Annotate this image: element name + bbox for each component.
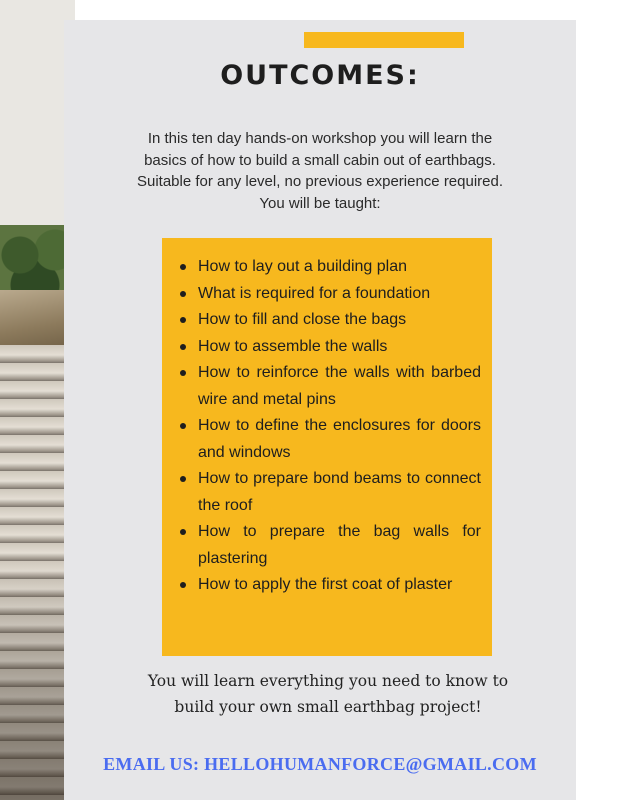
intro-line: Suitable for any level, no previous experience required. [136, 173, 504, 190]
list-item: How to prepare bond beams to connect the roof [198, 466, 481, 519]
list-item: How to fill and close the bags [198, 307, 481, 334]
email-link[interactable]: EMAIL US: HELLOHUMANFORCE@GMAIL.COM [103, 754, 537, 774]
intro-line: You will be taught: [259, 194, 381, 212]
closing-line: You will learn everything you need to know to [147, 672, 509, 690]
closing-paragraph [104, 668, 552, 720]
intro-line: In this ten day hands-on workshop you will learn the [147, 130, 493, 147]
list-item: How to define the enclosures for doors and windows [198, 413, 481, 466]
list-item: How to lay out a building plan [198, 254, 481, 281]
list-item: What is required for a foundation [198, 281, 481, 308]
list-item: How to assemble the walls [198, 334, 481, 361]
outcomes-list [198, 254, 481, 599]
list-item: How to reinforce the walls with barbed wire and metal pins [198, 360, 481, 413]
page-title: OUTCOMES: [220, 60, 420, 91]
list-item: How to prepare the bag walls for plastering [198, 519, 481, 572]
list-item: How to apply the first coat of plaster [198, 572, 481, 599]
outcomes-box [162, 238, 492, 656]
intro-line: basics of how to build a small cabin out of earthbags. [144, 151, 496, 169]
closing-line: build your own small earthbag project! [174, 698, 482, 716]
accent-tab [304, 32, 464, 48]
intro-paragraph [104, 128, 536, 214]
